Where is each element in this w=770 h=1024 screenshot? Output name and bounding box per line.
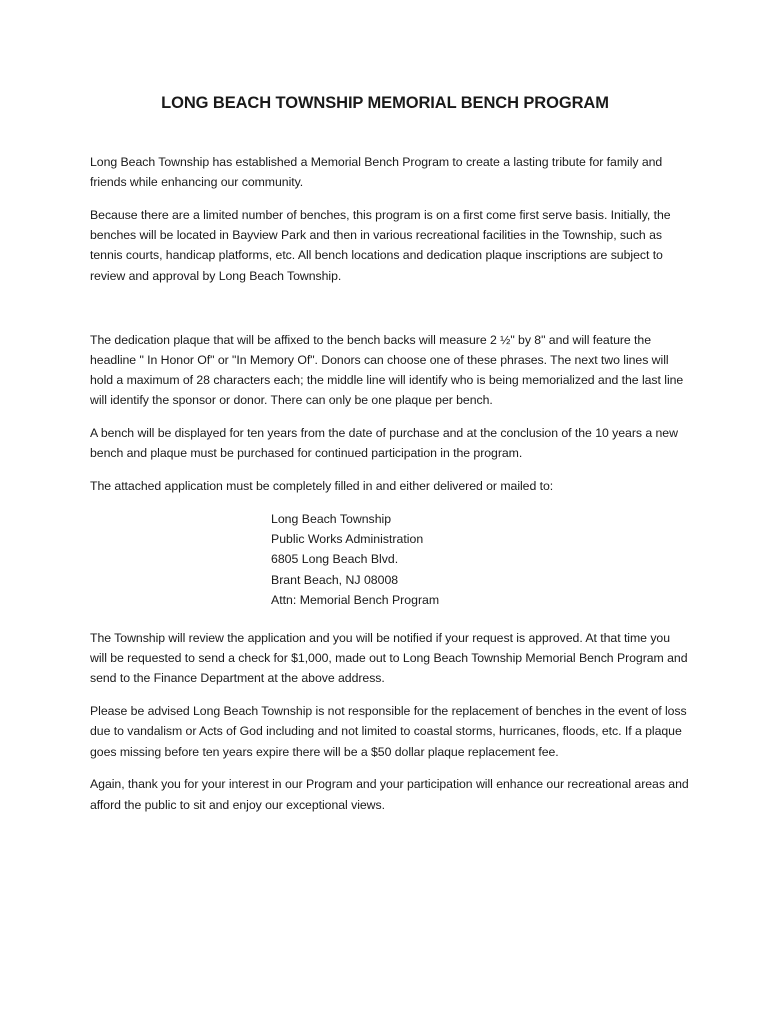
address-line-name: Long Beach Township [271, 512, 392, 527]
review-paragraph: The Township will review the application and you will be notified if your request is approved. At that time you will be requested to send a check for $1,000, made out to Long Beach Township Memorial Bench Program and send to the Finance Department at the above address. [90, 631, 688, 686]
address-line-department: Public Works Administration [271, 532, 424, 547]
availability-paragraph: Because there are a limited number of benches, this program is on a first come first serve basis. Initially, the benches will be located in Bayview Park and then in various recreational facilities in the Township, such as tennis courts, handicap platforms, etc. All bench locations and dedication plaque inscriptions are subject to review and approval by Long Beach Township. [90, 208, 671, 283]
address-line-street: 6805 Long Beach Blvd. [271, 552, 399, 567]
page-title: LONG BEACH TOWNSHIP MEMORIAL BENCH PROGRAM [161, 94, 609, 112]
address-line-city: Brant Beach, NJ 08008 [271, 572, 399, 587]
intro-paragraph: Long Beach Township has established a Memorial Bench Program to create a lasting tribute for family and friends while enhancing our community. [90, 155, 663, 190]
display-period-paragraph: A bench will be displayed for ten years from the date of purchase and at the conclusion of the 10 years a new bench and plaque must be purchased for continued participation in the program. [90, 426, 678, 461]
thank-you-paragraph: Again, thank you for your interest in our Program and your participation will enhance our recreational areas and afford the public to sit and enjoy our exceptional views. [90, 777, 689, 812]
document-body [90, 152, 690, 827]
liability-paragraph: Please be advised Long Beach Township is not responsible for the replacement of benches in the event of loss due to vandalism or Acts of God including and not limited to coastal storms, hurricanes, floods, etc. If a plaque goes missing before ten years expire there will be a $50 dollar plaque replacement fee. [90, 704, 687, 759]
mailing-address [271, 509, 690, 610]
plaque-paragraph: The dedication plaque that will be affixed to the bench backs will measure 2 ½" by 8" and will feature the headline " In Honor Of" or "In Memory Of". Donors can choose one of these phrases. The next two lines will hold a maximum of 28 characters each; the middle line will identify who is being memorialized and the last line will identify the sponsor or donor. There can only be one plaque per bench. [90, 332, 684, 408]
address-line-attn: Attn: Memorial Bench Program [271, 592, 440, 607]
application-paragraph: The attached application must be completely filled in and either delivered or mailed to: [90, 479, 554, 494]
